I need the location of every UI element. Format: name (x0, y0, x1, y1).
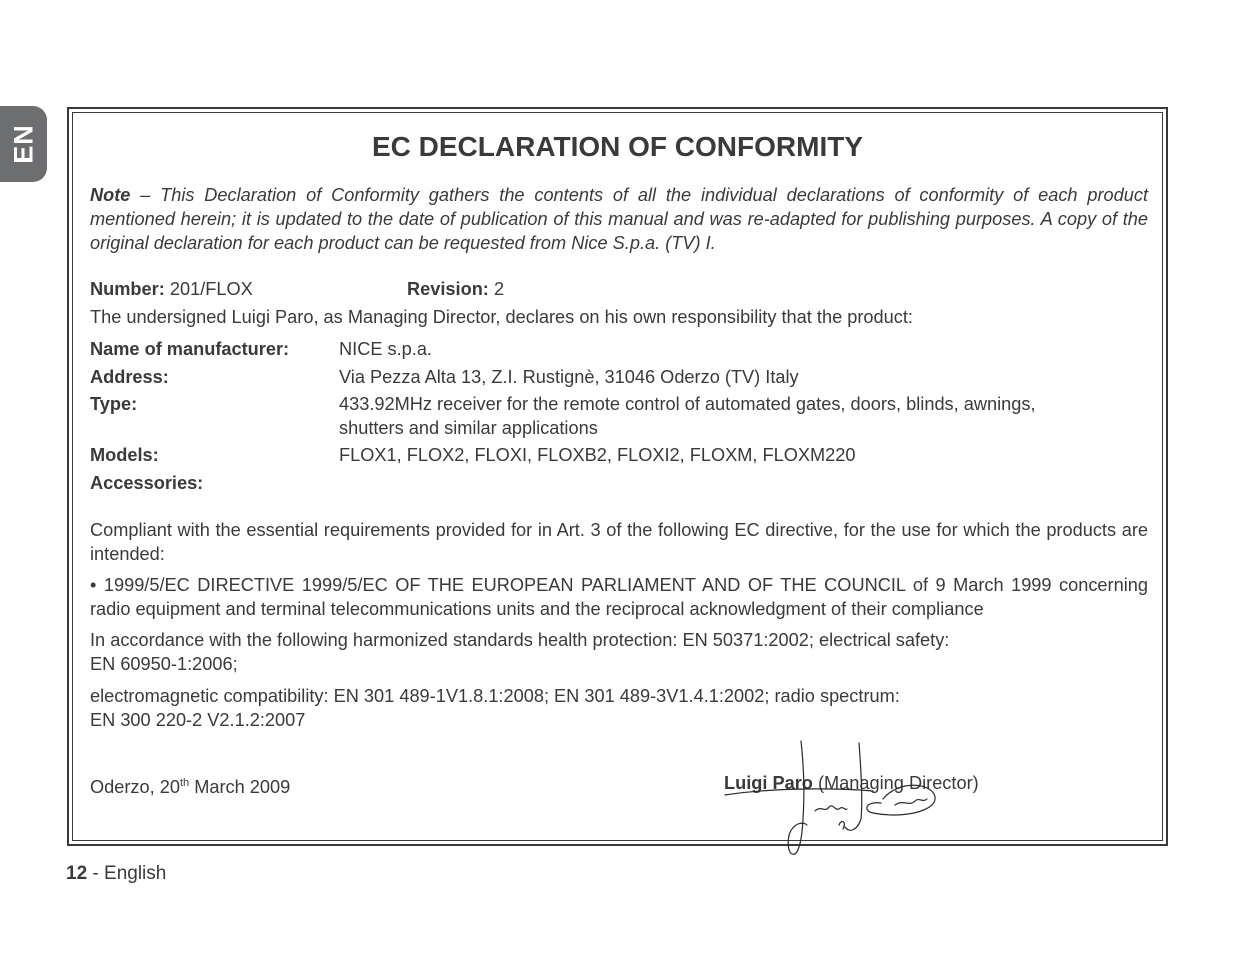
manufacturer-value: NICE s.p.a. (339, 339, 432, 359)
handwritten-signature (723, 739, 963, 857)
models-label: Models: (90, 445, 159, 465)
declaration-frame (67, 107, 1168, 846)
signatory-name: Luigi Paro (724, 773, 813, 793)
place-date-sup: th (179, 777, 190, 789)
language-tab-label: EN (8, 124, 38, 164)
standards-line-2b: EN 300 220-2 V2.1.2:2007 (90, 710, 306, 730)
standards-line-1b: EN 60950-1:2006; (90, 654, 238, 674)
number-label: Number: (90, 279, 165, 299)
directive-paragraph: • 1999/5/EC DIRECTIVE 1999/5/EC OF THE EUROPEAN PARLIAMENT AND OF THE COUNCIL of 9 March 1999 concerning radio equipment and terminal telecommunications units and the reciprocal acknowledgment of their compliance (90, 575, 1148, 619)
models-value: FLOX1, FLOX2, FLOXI, FLOXB2, FLOXI2, FLOXM, FLOXM220 (339, 445, 856, 465)
note-paragraph (90, 183, 1148, 255)
address-value: Via Pezza Alta 13, Z.I. Rustignè, 31046 Oderzo (TV) Italy (339, 367, 799, 387)
page-footer (66, 863, 166, 885)
manufacturer-label: Name of manufacturer: (90, 339, 290, 359)
address-label: Address: (90, 367, 169, 387)
revision-line (407, 277, 504, 301)
type-label: Type: (90, 394, 138, 414)
intro-text: The undersigned Luigi Paro, as Managing Director, declares on his own responsibility that the product: (90, 307, 913, 327)
standards-line-2: electromagnetic compatibility: EN 301 489-1V1.8.1:2008; EN 301 489-3V1.4.1:2002; radio spectrum: (90, 686, 900, 706)
note-label: Note (90, 185, 131, 205)
declaration-inner-frame (72, 112, 1163, 841)
compliance-paragraph: Compliant with the essential requirements provided for in Art. 3 of the following EC directive, for the use for which the products are intended: (90, 520, 1148, 564)
standards-line-1: In accordance with the following harmonized standards health protection: EN 50371:2002; electrical safety: (90, 630, 950, 650)
place-date-suffix: March 2009 (189, 777, 291, 798)
footer-language: - English (87, 863, 167, 884)
type-value: 433.92MHz receiver for the remote control of automated gates, doors, blinds, awnings, (339, 394, 1036, 414)
signatory-role: (Managing Director) (812, 773, 979, 793)
accessories-label: Accessories: (90, 473, 204, 493)
number-value: 201/FLOX (169, 279, 253, 299)
number-line (90, 277, 253, 301)
revision-label: Revision: (407, 279, 489, 299)
declaration-title: EC DECLARATION OF CONFORMITY (371, 131, 863, 162)
revision-value: 2 (493, 279, 505, 299)
note-text: – This Declaration of Conformity gathers the contents of all the individual declarations of conformity of each product mentioned herein; it is updated to the date of publication of this manual and was re-adapted for publishing purposes. A copy of the original declaration for each product can be requested from Nice S.p.a. (TV) I. (90, 185, 1148, 253)
place-date-prefix: Oderzo, 20 (90, 777, 180, 798)
type-value-line2: shutters and similar applications (339, 418, 598, 438)
page-number: 12 (66, 863, 88, 884)
language-tab (0, 106, 47, 182)
place-date (90, 771, 290, 799)
